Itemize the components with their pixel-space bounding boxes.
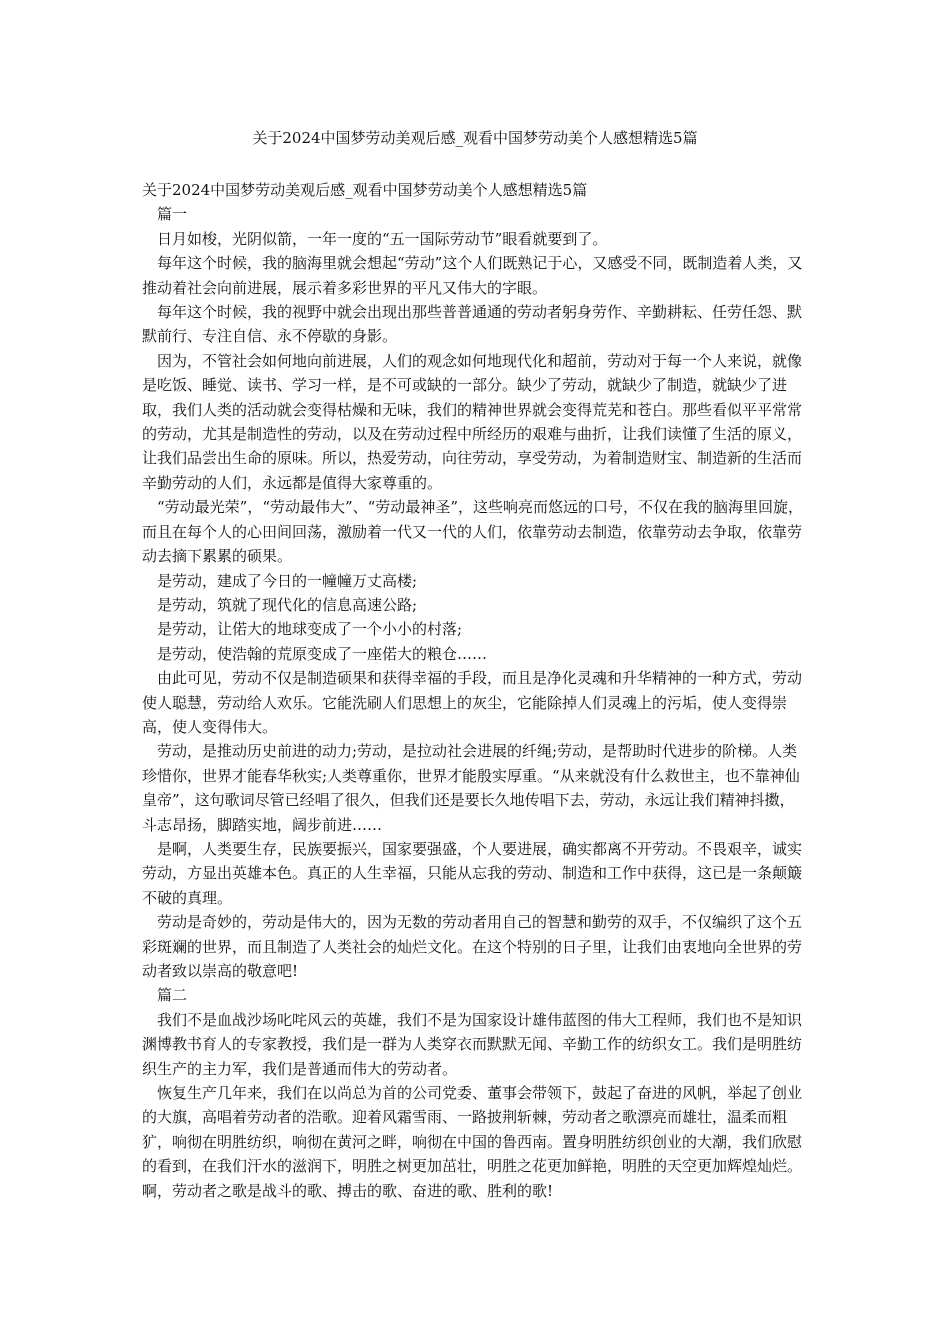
section-heading: 篇二 [157, 986, 188, 1005]
paragraph: “劳动最光荣”，“劳动最伟大”、“劳动最神圣”，这些响亮而悠远的口号，不仅在我的脑海里回旋，而且在每个人的心田间回荡，激励着一代又一代的人们，依靠劳动去制造，依靠劳动去争取，依靠劳动去摘下累累的硕果。 [142, 498, 804, 566]
paragraph: 由此可见，劳动不仅是制造硕果和获得幸福的手段，而且是净化灵魂和升华精神的一种方式，劳动使人聪慧，劳动给人欢乐。它能洗刷人们思想上的灰尘，它能除掉人们灵魂上的污垢，使人变得崇高，使人变得伟大。 [142, 669, 803, 736]
section-heading: 篇一 [157, 205, 188, 224]
paragraph: 我们不是血战沙场叱咤风云的英雄，我们不是为国家设计雄伟蓝图的伟大工程师，我们也不是知识渊博教书育人的专家教授，我们是一群为人类穿衣而默默无闻、辛勤工作的纺织女工。我们是明胜纺织生产的主力军，我们是普通而伟大的劳动者。 [142, 1010, 803, 1078]
page-header: 关于2024中国梦劳动美观后感_观看中国梦劳动美个人感想精选5篇 [252, 129, 698, 147]
paragraph: 是啊，人类要生存，民族要振兴，国家要强盛，个人要进展，确实都离不开劳动。不畏艰辛，诚实劳动，方显出英雄本色。真正的人生幸福，只能从忘我的劳动、制造和工作中获得，这已是一条颠簸不破的真理。 [142, 839, 803, 907]
paragraph: 劳动是奇妙的，劳动是伟大的，因为无数的劳动者用自己的智慧和勤劳的双手，不仅编织了这个五彩斑斓的世界，而且制造了人类社会的灿烂文化。在这个特别的日子里，让我们由衷地向全世界的劳动者致以崇高的敬意吧! [142, 913, 803, 980]
paragraph: 是劳动，筑就了现代化的信息高速公路; [157, 595, 418, 614]
paragraph: 日月如梭，光阴似箭，一年一度的“五一国际劳动节”眼看就要到了。 [157, 229, 608, 248]
document-body [142, 178, 806, 1203]
paragraph: 每年这个时候，我的视野中就会出现出那些普普通通的劳动者躬身劳作、辛勤耕耘、任劳任怨、默默前行、专注自信、永不停歇的身影。 [142, 303, 803, 346]
paragraph: 恢复生产几年来，我们在以尚总为首的公司党委、董事会带领下，鼓起了奋进的风帆，举起了创业的大旗，高唱着劳动者的浩歌。迎着风霜雪雨、一路披荆斩棘，劳动者之歌漂亮而雄壮，温柔而粗犷，响彻在明胜纺织，响彻在黄河之畔，响彻在中国的鲁西南。置身明胜纺织创业的大潮，我们欣慰的看到，在我们汗水的滋润下，明胜之树更加茁壮，明胜之花更加鲜艳，明胜的天空更加辉煌灿烂。啊，劳动者之歌是战斗的歌、搏击的歌、奋进的歌、胜利的歌! [142, 1084, 803, 1200]
paragraph: 因为，不管社会如何地向前进展，人们的观念如何地现代化和超前，劳动对于每一个人来说，就像是吃饭、睡觉、读书、学习一样，是不可或缺的一部分。缺少了劳动，就缺少了制造，就缺少了进取，我们人类的活动就会变得枯燥和无味，我们的精神世界就会变得荒芜和苍白。那些看似平平常常的劳动，尤其是制造性的劳动，以及在劳动过程中所经历的艰难与曲折，让我们读懂了生活的原义，让我们品尝出生命的原味。所以，热爱劳动，向往劳动，享受劳动，为着制造财宝、制造新的生活而辛勤劳动的人们，永远都是值得大家尊重的。 [142, 351, 803, 492]
paragraph: 是劳动，建成了今日的一幢幢万丈高楼; [157, 571, 418, 590]
paragraph: 每年这个时候，我的脑海里就会想起“劳动”这个人们既熟记于心，又感受不同，既制造着人类，又推动着社会向前进展，展示着多彩世界的平凡又伟大的字眼。 [142, 254, 803, 297]
paragraph: 是劳动，使浩翰的荒原变成了一座偌大的粮仓…… [157, 644, 488, 663]
paragraph: 是劳动，让偌大的地球变成了一个小小的村落; [157, 620, 463, 639]
paragraph: 劳动，是推动历史前进的动力;劳动，是拉动社会进展的纤绳;劳动，是帮助时代进步的阶梯。人类珍惜你，世界才能春华秋实;人类尊重你，世界才能殷实厚重。“从来就没有什么救世主，也不靠神仙皇帝”，这句歌词尽管已经唱了很久，但我们还是要长久地传唱下去，劳动，永远让我们精神抖擞，斗志昂扬，脚踏实地，阔步前进…… [142, 742, 800, 834]
document-title: 关于2024中国梦劳动美观后感_观看中国梦劳动美个人感想精选5篇 [142, 181, 588, 199]
